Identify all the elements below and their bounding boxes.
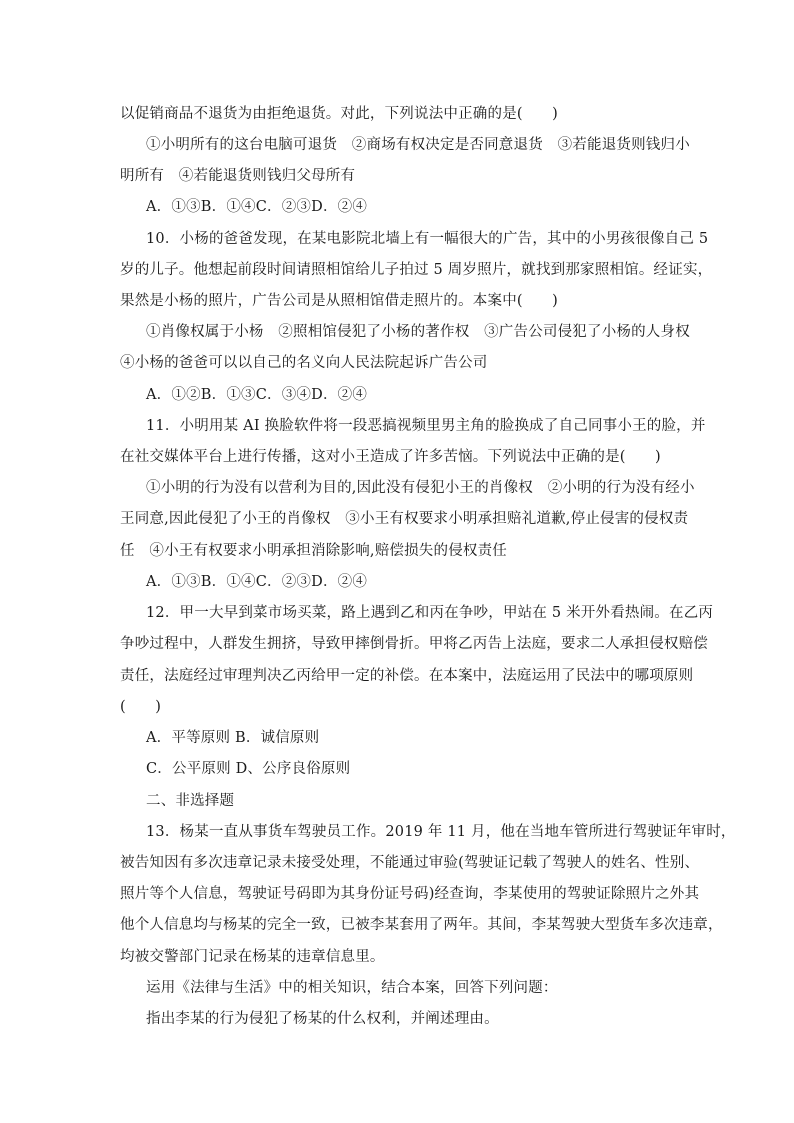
q11-options-line-2: 王同意,因此侵犯了小王的肖像权 ③小王有权要求小明承担赔礼道歉,停止侵害的侵权责 — [120, 511, 689, 527]
q11-stem-line-1: 11．小明用某 AI 换脸软件将一段恶搞视频里男主角的脸换成了自己同事小王的脸，并 — [146, 418, 706, 434]
q12-choices-line-1: A．平等原则 B．诚信原则 — [146, 730, 320, 746]
q10-stem-line-1: 10．小杨的爸爸发现，在某电影院北墙上有一幅很大的广告，其中的小男孩很像自己 5 — [146, 231, 709, 247]
section-heading-non-choice: 二、非选择题 — [146, 793, 235, 809]
q12-answer-blank: ( ) — [120, 699, 162, 715]
q13-instruction: 运用《法律与生活》中的相关知识，结合本案，回答下列问题： — [146, 980, 558, 996]
q11-options-line-3: 任 ④小王有权要求小明承担消除影响,赔偿损失的侵权责任 — [120, 543, 508, 559]
q10-options-line-2: ④小杨的爸爸可以以自己的名义向人民法院起诉广告公司 — [120, 355, 488, 371]
q10-choices: A．①②B．①③C．③④D．②④ — [146, 387, 368, 403]
q13-question: 指出李某的行为侵犯了杨某的什么权利，并阐述理由。 — [146, 1011, 499, 1027]
q9-stem-line: 以促销商品不退货为由拒绝退货。对此，下列说法中正确的是( ) — [120, 106, 559, 122]
q11-stem-line-2: 在社交媒体平台上进行传播，这对小王造成了许多苦恼。下列说法中正确的是( ) — [120, 449, 661, 465]
q10-stem-line-3: 果然是小杨的照片，广告公司是从照相馆借走照片的。本案中( ) — [120, 293, 559, 309]
q10-stem-line-2: 岁的儿子。他想起前段时间请照相馆给儿子拍过 5 周岁照片，就找到那家照相馆。经证实， — [120, 262, 713, 278]
q12-stem-line-1: 12．甲一大早到菜市场买菜，路上遇到乙和丙在争吵，甲站在 5 米开外看热闹。在乙丙 — [146, 605, 714, 621]
q9-options-line-1: ①小明所有的这台电脑可退货 ②商场有权决定是否同意退货 ③若能退货则钱归小 — [146, 137, 690, 153]
q11-choices: A．①③B．①④C．②③D．②④ — [146, 574, 368, 590]
q13-stem-line-4: 他个人信息均与杨某的完全一致，已被李某套用了两年。其间，李某驾驶大型货车多次违章， — [120, 917, 723, 933]
q10-options-line-1: ①肖像权属于小杨 ②照相馆侵犯了小杨的著作权 ③广告公司侵犯了小杨的人身权 — [146, 324, 690, 340]
q11-options-line-1: ①小明的行为没有以营利为目的,因此没有侵犯小王的肖像权 ②小明的行为没有经小 — [146, 480, 695, 496]
q9-options-line-2: 明所有 ④若能退货则钱归父母所有 — [120, 168, 356, 184]
q13-stem-line-5: 均被交警部门记录在杨某的违章信息里。 — [120, 949, 385, 965]
q13-stem-line-1: 13．杨某一直从事货车驾驶员工作。2019 年 11 月，他在当地车管所进行驾驶证年审时， — [146, 824, 736, 840]
q12-stem-line-2: 争吵过程中，人群发生拥挤，导致甲摔倒骨折。甲将乙丙告上法庭，要求二人承担侵权赔偿 — [120, 636, 708, 652]
q13-stem-line-3: 照片等个人信息，驾驶证号码即为其身份证号码)经查询，李某使用的驾驶证除照片之外其 — [120, 886, 700, 902]
q12-stem-line-3: 责任，法庭经过审理判决乙丙给甲一定的补偿。在本案中，法庭运用了民法中的哪项原则 — [120, 668, 694, 684]
q9-choices: A．①③B．①④C．②③D．②④ — [146, 199, 368, 215]
q13-stem-line-2: 被告知因有多次违章记录未接受处理，不能通过审验(驾驶证记载了驾驶人的姓名、性别、 — [120, 855, 700, 871]
q12-choices-line-2: C．公平原则 D、公序良俗原则 — [146, 761, 351, 777]
